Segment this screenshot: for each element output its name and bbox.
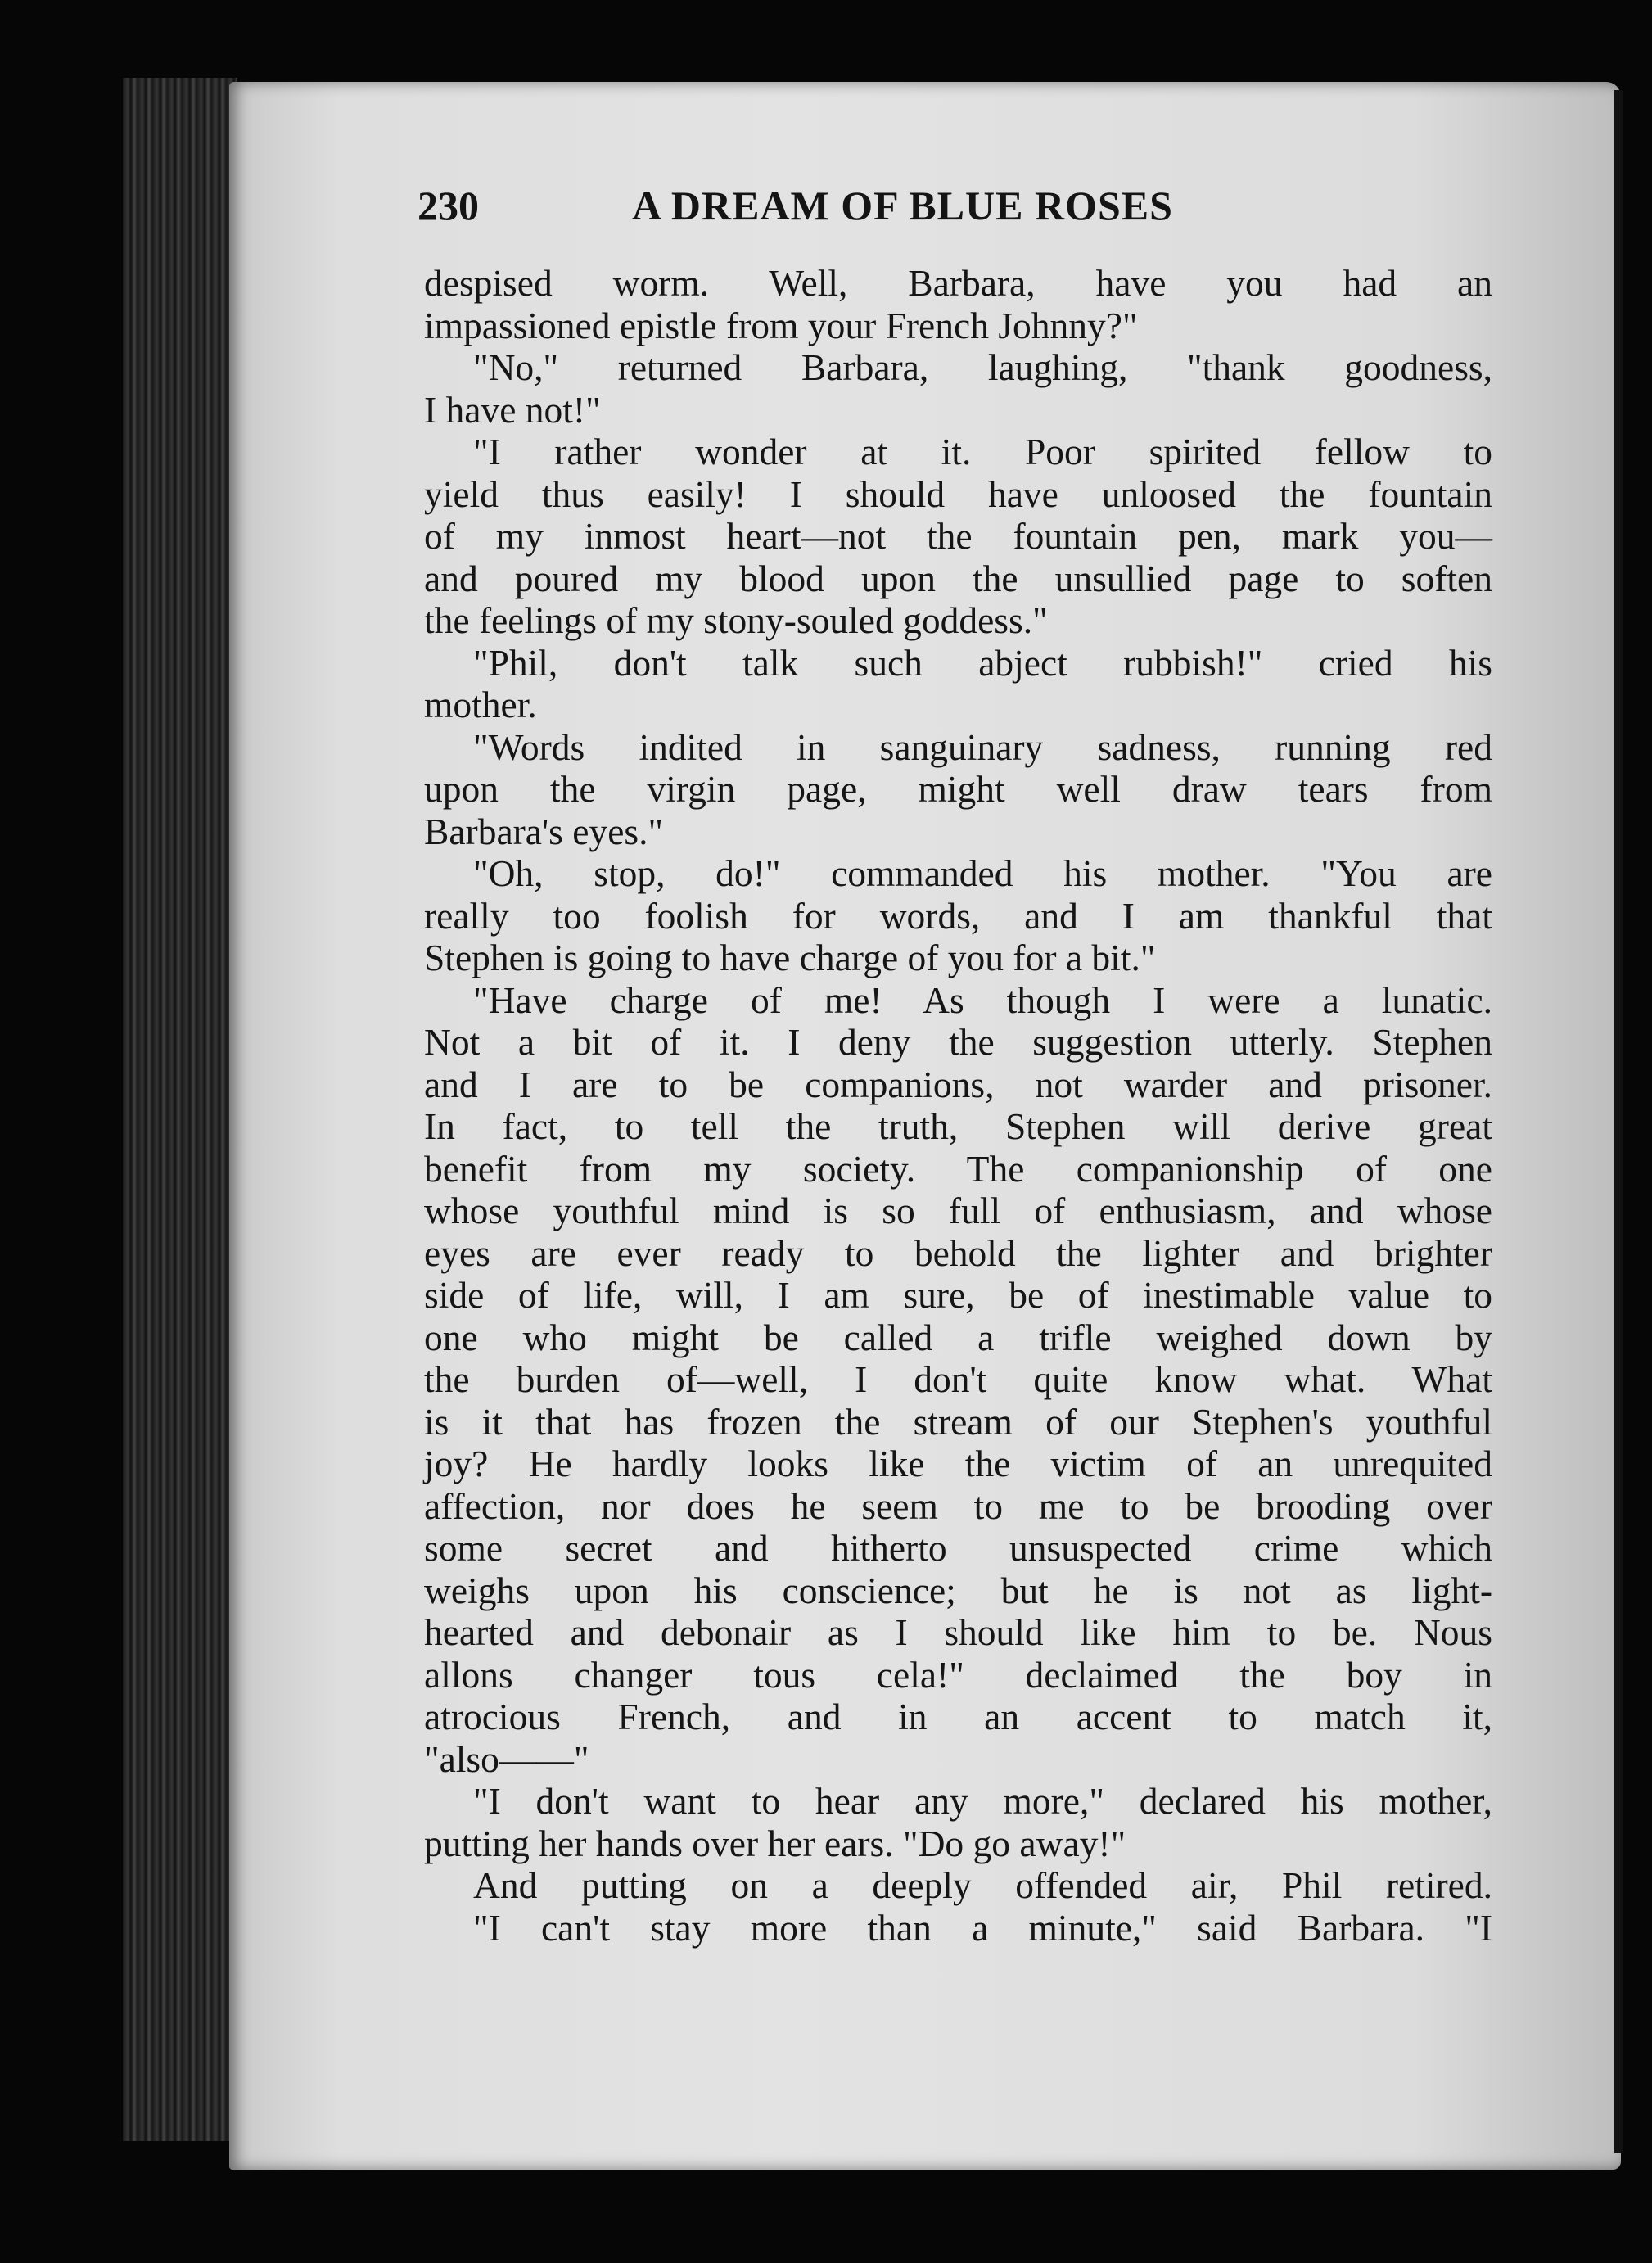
text-line: of my inmost heart—not the fountain pen, mark you— — [424, 515, 1492, 557]
text-line: affection, nor does he seem to me to be brooding over — [424, 1484, 1492, 1527]
text-line: eyes are ever ready to behold the lighter and brighter — [424, 1231, 1492, 1274]
page-header — [418, 182, 1285, 239]
text-line: really too foolish for words, and I am thankful that — [424, 894, 1492, 937]
text-line: the burden of—well, I don't quite know what. What — [424, 1358, 1492, 1400]
text-line: hearted and debonair as I should like him to be. Nous — [424, 1611, 1492, 1653]
book-page-edges — [123, 78, 237, 2141]
text-line: "I can't stay more than a minute," said Barbara. "I — [473, 1906, 1492, 1949]
text-line: "I rather wonder at it. Poor spirited fellow to — [473, 431, 1492, 472]
text-line: Stephen is going to have charge of you for a bit." — [424, 937, 1156, 978]
text-line: I have not!" — [424, 388, 601, 431]
text-line: And putting on a deeply offended air, Phil retired. — [473, 1864, 1492, 1906]
text-line: "Words indited in sanguinary sadness, running red — [473, 725, 1492, 768]
text-line: "Oh, stop, do!" commanded his mother. "You are — [473, 852, 1492, 894]
text-line: mother. — [424, 684, 537, 725]
text-line: atrocious French, and in an accent to match it, — [424, 1696, 1492, 1737]
text-line: benefit from my society. The companionship of one — [424, 1147, 1492, 1190]
text-line: In fact, to tell the truth, Stephen will derive great — [424, 1105, 1492, 1147]
text-line: impassioned epistle from your French Johnny?" — [424, 304, 1138, 346]
text-line: Barbara's eyes." — [424, 810, 664, 852]
text-line: is it that has frozen the stream of our Stephen's youthful — [424, 1400, 1492, 1443]
text-line: one who might be called a trifle weighed down by — [424, 1316, 1492, 1358]
text-line: upon the virgin page, might well draw tears from — [424, 768, 1492, 810]
text-line: weighs upon his conscience; but he is not as light- — [424, 1569, 1492, 1611]
text-line: "Have charge of me! As though I were a lunatic. — [473, 978, 1492, 1021]
text-line: some secret and hitherto unsuspected crime which — [424, 1527, 1492, 1569]
text-line: whose youthful mind is so full of enthusiasm, and whose — [424, 1190, 1492, 1231]
text-line: despised worm. Well, Barbara, have you had an — [424, 262, 1492, 304]
page-shadow-edge — [1614, 90, 1623, 2153]
text-line: the feelings of my stony-souled goddess." — [424, 599, 1048, 641]
text-line: "Phil, don't talk such abject rubbish!" cried his — [473, 641, 1492, 684]
text-line: putting her hands over her ears. "Do go away!" — [424, 1822, 1126, 1864]
text-line: "I don't want to hear any more," declared his mother, — [473, 1780, 1492, 1822]
running-title: A DREAM OF BLUE ROSES — [632, 183, 1173, 228]
text-line: "No," returned Barbara, laughing, "thank goodness, — [473, 346, 1492, 388]
text-line: Not a bit of it. I deny the suggestion utterly. Stephen — [424, 1021, 1492, 1063]
text-line: side of life, will, I am sure, be of inestimable value to — [424, 1274, 1492, 1316]
text-line: and poured my blood upon the unsullied page to soften — [424, 557, 1492, 599]
text-line: joy? He hardly looks like the victim of an unrequited — [424, 1443, 1492, 1484]
text-line: and I are to be companions, not warder and prisoner. — [424, 1063, 1492, 1105]
body-text — [424, 262, 1492, 1949]
page-number: 230 — [418, 183, 479, 228]
text-line: allons changer tous cela!" declaimed the boy in — [424, 1653, 1492, 1696]
text-line: "also——" — [424, 1737, 589, 1780]
text-line: yield thus easily! I should have unloosed the fountain — [424, 472, 1492, 515]
